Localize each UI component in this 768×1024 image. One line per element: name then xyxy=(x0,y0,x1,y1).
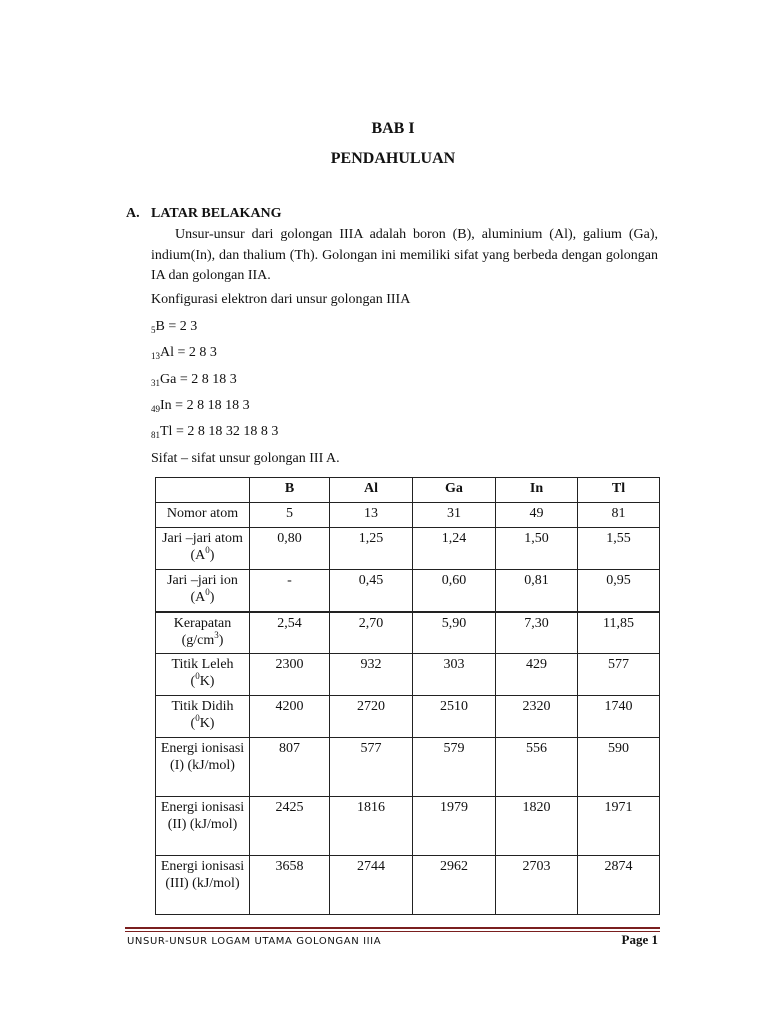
row-label: Energi ionisasi (III) (kJ/mol) xyxy=(156,856,250,915)
table-row xyxy=(156,856,660,915)
header-cell-empty xyxy=(156,478,250,503)
table-cell: 5 xyxy=(250,503,330,528)
section-letter: A. xyxy=(126,206,140,221)
config-line-ga: $_{31}$Ga = 2 8 18 3 xyxy=(151,372,237,388)
table-cell: 2425 xyxy=(250,797,330,856)
intro-paragraph xyxy=(151,225,658,287)
table-cell: 11,85 xyxy=(578,612,660,654)
section-title: LATAR BELAKANG xyxy=(151,206,282,221)
config-line-b: $_5$B = 2 3 xyxy=(151,319,198,335)
header-cell-b: B xyxy=(250,478,330,503)
config-intro: Konfigurasi elektron dari unsur golongan IIIA xyxy=(151,292,411,307)
chapter-number: BAB I xyxy=(371,120,415,137)
section-heading xyxy=(126,206,282,222)
config-line-al: $_{13}$Al = 2 8 3 xyxy=(151,345,217,361)
table-cell: 932 xyxy=(330,654,413,696)
table-cell: - xyxy=(250,570,330,612)
table-cell: 556 xyxy=(496,738,578,797)
table-cell: 2510 xyxy=(413,696,496,738)
table-cell: 2,70 xyxy=(330,612,413,654)
table-cell: 1971 xyxy=(578,797,660,856)
table-cell: 2874 xyxy=(578,856,660,915)
table-cell: 590 xyxy=(578,738,660,797)
table-row xyxy=(156,738,660,797)
table-cell: 4200 xyxy=(250,696,330,738)
row-label: Jari –jari atom $(A^0)$ xyxy=(156,528,250,570)
row-label: Nomor atom xyxy=(156,503,250,528)
table-caption: Sifat – sifat unsur golongan III A. xyxy=(151,451,340,466)
table-cell: 49 xyxy=(496,503,578,528)
intro-paragraph-text: Unsur-unsur dari golongan IIIA adalah boron (B), aluminium (Al), galium (Ga), indium(In), dan thalium (Th). Golongan ini memiliki sifat yang berbeda dengan golongan IA dan golongan IIA. xyxy=(151,227,658,283)
table-cell: 81 xyxy=(578,503,660,528)
row-label: Energi ionisasi (II) (kJ/mol) xyxy=(156,797,250,856)
table-cell: 577 xyxy=(330,738,413,797)
table-cell: 577 xyxy=(578,654,660,696)
header-cell-in: In xyxy=(496,478,578,503)
header-cell-ga: Ga xyxy=(413,478,496,503)
footer-rule-thick xyxy=(125,927,660,929)
table-cell: 2962 xyxy=(413,856,496,915)
row-label: Titik Didih ($^0$K) xyxy=(156,696,250,738)
table-cell: 2320 xyxy=(496,696,578,738)
row-label: Jari –jari ion $(A^0)$ xyxy=(156,570,250,612)
footer-rule-thin xyxy=(125,931,660,932)
row-label: Energi ionisasi (I) (kJ/mol) xyxy=(156,738,250,797)
table-cell: 31 xyxy=(413,503,496,528)
table-row xyxy=(156,696,660,738)
table-row xyxy=(156,528,660,570)
table-cell: 303 xyxy=(413,654,496,696)
table-cell: 1979 xyxy=(413,797,496,856)
table-cell: 2703 xyxy=(496,856,578,915)
table-row xyxy=(156,612,660,654)
table-cell: 0,95 xyxy=(578,570,660,612)
table-cell: 807 xyxy=(250,738,330,797)
header-cell-al: Al xyxy=(330,478,413,503)
table-cell: 7,30 xyxy=(496,612,578,654)
table-row xyxy=(156,654,660,696)
table-cell: 2,54 xyxy=(250,612,330,654)
row-label: Kerapatan $(g/cm^3)$ xyxy=(156,612,250,654)
table-row xyxy=(156,797,660,856)
table-cell: 2300 xyxy=(250,654,330,696)
properties-table xyxy=(155,477,660,915)
table-cell: 1740 xyxy=(578,696,660,738)
table-cell: 0,80 xyxy=(250,528,330,570)
row-label: Titik Leleh ($^0$K) xyxy=(156,654,250,696)
table-cell: 1,50 xyxy=(496,528,578,570)
table-header-row xyxy=(156,478,660,503)
table-cell: 0,45 xyxy=(330,570,413,612)
config-line-in: $_{49}$In = 2 8 18 18 3 xyxy=(151,398,250,414)
table-cell: 1,25 xyxy=(330,528,413,570)
table-cell: 2744 xyxy=(330,856,413,915)
table-cell: 5,90 xyxy=(413,612,496,654)
footer-running-title: UNSUR-UNSUR LOGAM UTAMA GOLONGAN IIIA xyxy=(127,936,382,947)
table-cell: 1820 xyxy=(496,797,578,856)
table-cell: 1,55 xyxy=(578,528,660,570)
config-line-tl: $_{81}$Tl = 2 8 18 32 18 8 3 xyxy=(151,424,279,440)
table-row xyxy=(156,570,660,612)
table-cell: 429 xyxy=(496,654,578,696)
table-cell: 579 xyxy=(413,738,496,797)
table-cell: 0,81 xyxy=(496,570,578,612)
table-cell: 0,60 xyxy=(413,570,496,612)
table-cell: 3658 xyxy=(250,856,330,915)
table-cell: 1816 xyxy=(330,797,413,856)
header-cell-tl: Tl xyxy=(578,478,660,503)
table-row xyxy=(156,503,660,528)
page-number: Page 1 xyxy=(621,932,658,947)
table-cell: 2720 xyxy=(330,696,413,738)
table-cell: 13 xyxy=(330,503,413,528)
table-cell: 1,24 xyxy=(413,528,496,570)
chapter-title: PENDAHULUAN xyxy=(330,150,456,167)
